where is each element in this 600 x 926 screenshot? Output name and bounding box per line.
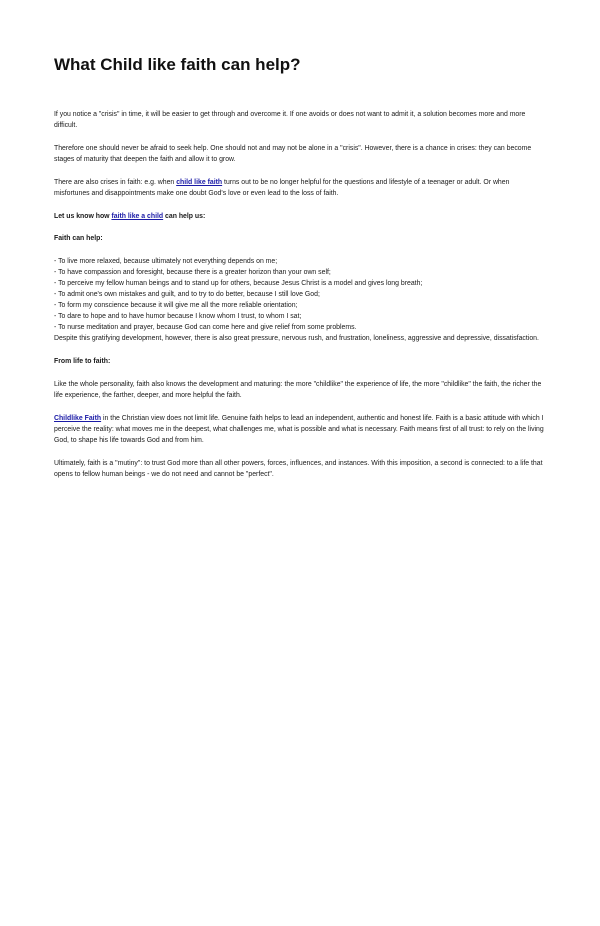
paragraph-crises-in-faith — [54, 177, 546, 199]
list-item: - To nurse meditation and prayer, because God can come here and give relief from some problems. — [54, 324, 357, 331]
faith-like-a-child-link[interactable]: faith like a child — [111, 213, 164, 220]
heading-from-life-to-faith: From life to faith: — [54, 358, 111, 365]
paragraph-seek-help: Therefore one should never be afraid to seek help. One should not and may not be alone in a "crisis". However, there is a chance in crises: they can become stages of maturity that deepen the faith and allow it to grow. — [54, 145, 532, 163]
text-segment: Let us know how — [54, 213, 112, 220]
list-item: - To dare to hope and to have humor because I know whom I trust, to whom I sat; — [54, 313, 302, 320]
text-segment: turns out to be no longer helpful for the questions and lifestyle of a teenager or adult. Or when misfortunes and disappointments make one doubt God's love or even lead to the loss of faith. — [54, 179, 510, 197]
childlike-faith-link[interactable]: Childlike Faith — [54, 415, 102, 422]
text-segment: in the Christian view does not limit life. Genuine faith helps to lead an independent, authentic and honest life. Faith is a basic attitude with which I perceive the reality: what moves me in the deepest, what challenges me, what is possible and what is necessary. Faith means first of all trust: to rely on the living God, to shape his life towards God and from him. — [54, 415, 544, 444]
heading-let-us-know — [54, 211, 546, 222]
help-list — [54, 256, 546, 344]
text-segment: There are also crises in faith: e.g. when — [54, 179, 177, 186]
paragraph-crisis-notice: If you notice a "crisis" in time, it will be easier to get through and overcome it. If one avoids or does not want to admit it, a solution becomes more and more difficult. — [54, 111, 526, 129]
list-item: - To live more relaxed, because ultimately not everything depends on me; — [54, 258, 278, 265]
paragraph-development: Like the whole personality, faith also knows the development and maturing: the more "childlike" the experience of life, the more "childlike" the faith, the richer the life experience, the farther, deeper, and more helpful the faith. — [54, 381, 542, 399]
document-body — [54, 109, 546, 491]
heading-faith-can-help: Faith can help: — [54, 235, 103, 242]
paragraph-childlike-faith — [54, 413, 546, 446]
list-item: - To admit one's own mistakes and guilt, and to try to do better, because I still love God; — [54, 291, 320, 298]
text-segment: can help us: — [163, 213, 206, 220]
list-item: - To perceive my fellow human beings and to stand up for others, because Jesus Christ is a model and gives long breath; — [54, 280, 423, 287]
child-like-faith-link[interactable]: child like faith — [176, 179, 223, 186]
list-closing-text: Despite this gratifying development, however, there is also great pressure, nervous rush, and frustration, loneliness, aggressive and depressive, dissatisfaction. — [54, 335, 539, 342]
list-item: - To form my conscience because it will give me all the more reliable orientation; — [54, 302, 298, 309]
paragraph-mutiny: Ultimately, faith is a "mutiny": to trust God more than all other powers, forces, influences, and instances. With this imposition, a second is connected: to a life that opens to fellow human beings - we do not need and cannot be "perfect". — [54, 460, 543, 478]
list-item: - To have compassion and foresight, because there is a greater horizon than your own self; — [54, 269, 331, 276]
page-title: What Child like faith can help? — [54, 55, 301, 74]
